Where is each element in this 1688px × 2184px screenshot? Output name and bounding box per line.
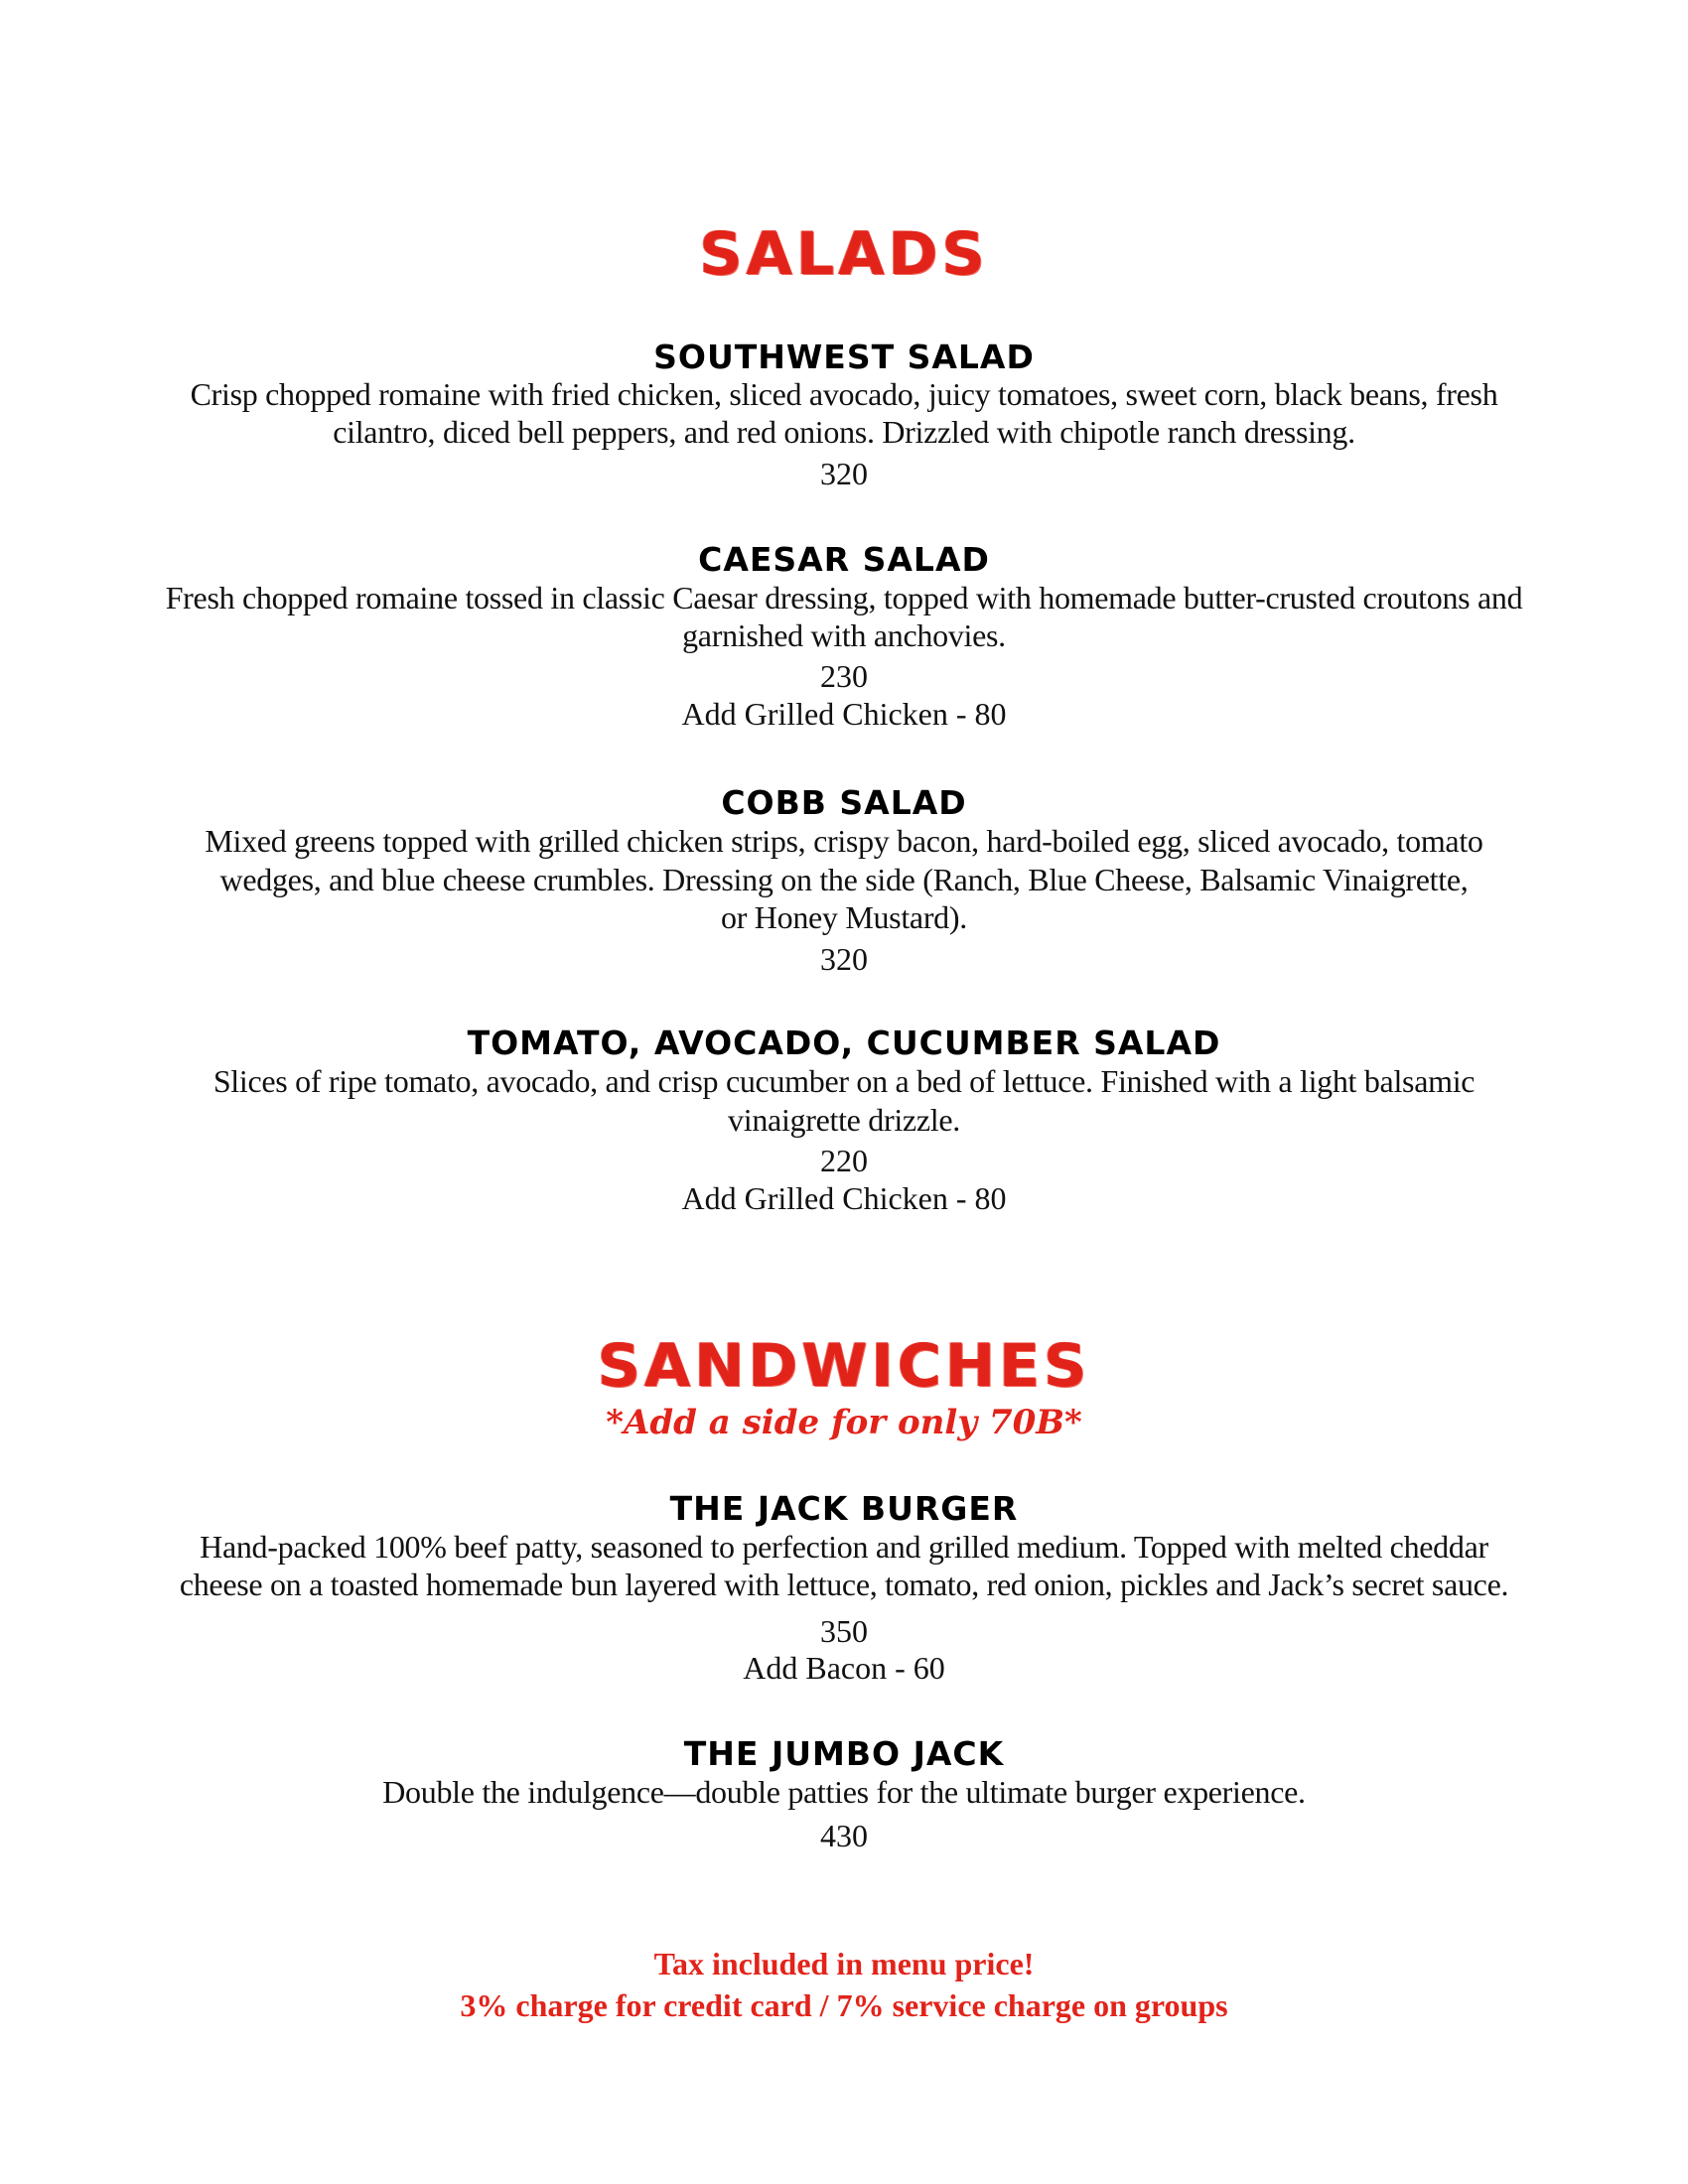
footer-charges-note: 3% charge for credit card / 7% service charge on groups (460, 1987, 1228, 2023)
item-price: 220 (820, 1143, 868, 1178)
item-price: 350 (820, 1613, 868, 1649)
section-title-salads: SALADS (699, 219, 989, 289)
item-price: 430 (820, 1818, 868, 1853)
item-name-caesar-salad: CAESAR SALAD (698, 540, 990, 579)
item-description-line: Double the indulgence—double patties for the ultimate burger experience. (382, 1774, 1306, 1810)
item-name-cobb-salad: COBB SALAD (721, 783, 967, 822)
item-description-line: cheese on a toasted homemade bun layered with lettuce, tomato, red onion, pickles and Jack’s secret sauce. (179, 1567, 1509, 1602)
item-price: 230 (820, 658, 868, 694)
item-description-line: garnished with anchovies. (682, 617, 1006, 653)
item-description-line: vinaigrette drizzle. (728, 1102, 960, 1138)
item-addon: Add Grilled Chicken - 80 (681, 1180, 1007, 1216)
item-name-the-jack-burger: THE JACK BURGER (669, 1489, 1019, 1528)
item-description-line: Crisp chopped romaine with fried chicken, sliced avocado, juicy tomatoes, sweet corn, black beans, fresh (190, 376, 1498, 412)
item-addon: Add Grilled Chicken - 80 (681, 696, 1007, 732)
item-name-the-jumbo-jack: THE JUMBO JACK (683, 1734, 1005, 1773)
section-subtitle-side-offer: *Add a side for only 70B* (606, 1403, 1082, 1442)
section-title-sandwiches: SANDWICHES (597, 1331, 1091, 1401)
item-description-line: wedges, and blue cheese crumbles. Dressing on the side (Ranch, Blue Cheese, Balsamic Vinaigrette, (219, 862, 1469, 897)
item-description-line: Slices of ripe tomato, avocado, and crisp cucumber on a bed of lettuce. Finished with a light balsamic (212, 1063, 1476, 1099)
item-description-line: Mixed greens topped with grilled chicken strips, crispy bacon, hard-boiled egg, sliced avocado, tomato (205, 823, 1483, 859)
item-description-line: or Honey Mustard). (721, 899, 967, 935)
item-description-line: Fresh chopped romaine tossed in classic Caesar dressing, topped with homemade butter-crusted croutons and (165, 580, 1523, 615)
item-price: 320 (820, 456, 868, 491)
item-addon: Add Bacon - 60 (743, 1650, 945, 1686)
item-name-tomato-avocado-cucumber-salad: TOMATO, AVOCADO, CUCUMBER SALAD (467, 1024, 1221, 1062)
item-price: 320 (820, 941, 868, 977)
footer-tax-note: Tax included in menu price! (653, 1946, 1035, 1981)
item-description-line: cilantro, diced bell peppers, and red onions. Drizzled with chipotle ranch dressing. (333, 414, 1355, 450)
item-name-southwest-salad: SOUTHWEST SALAD (653, 338, 1035, 376)
item-description-line: Hand-packed 100% beef patty, seasoned to perfection and grilled medium. Topped with melted cheddar (200, 1529, 1488, 1565)
